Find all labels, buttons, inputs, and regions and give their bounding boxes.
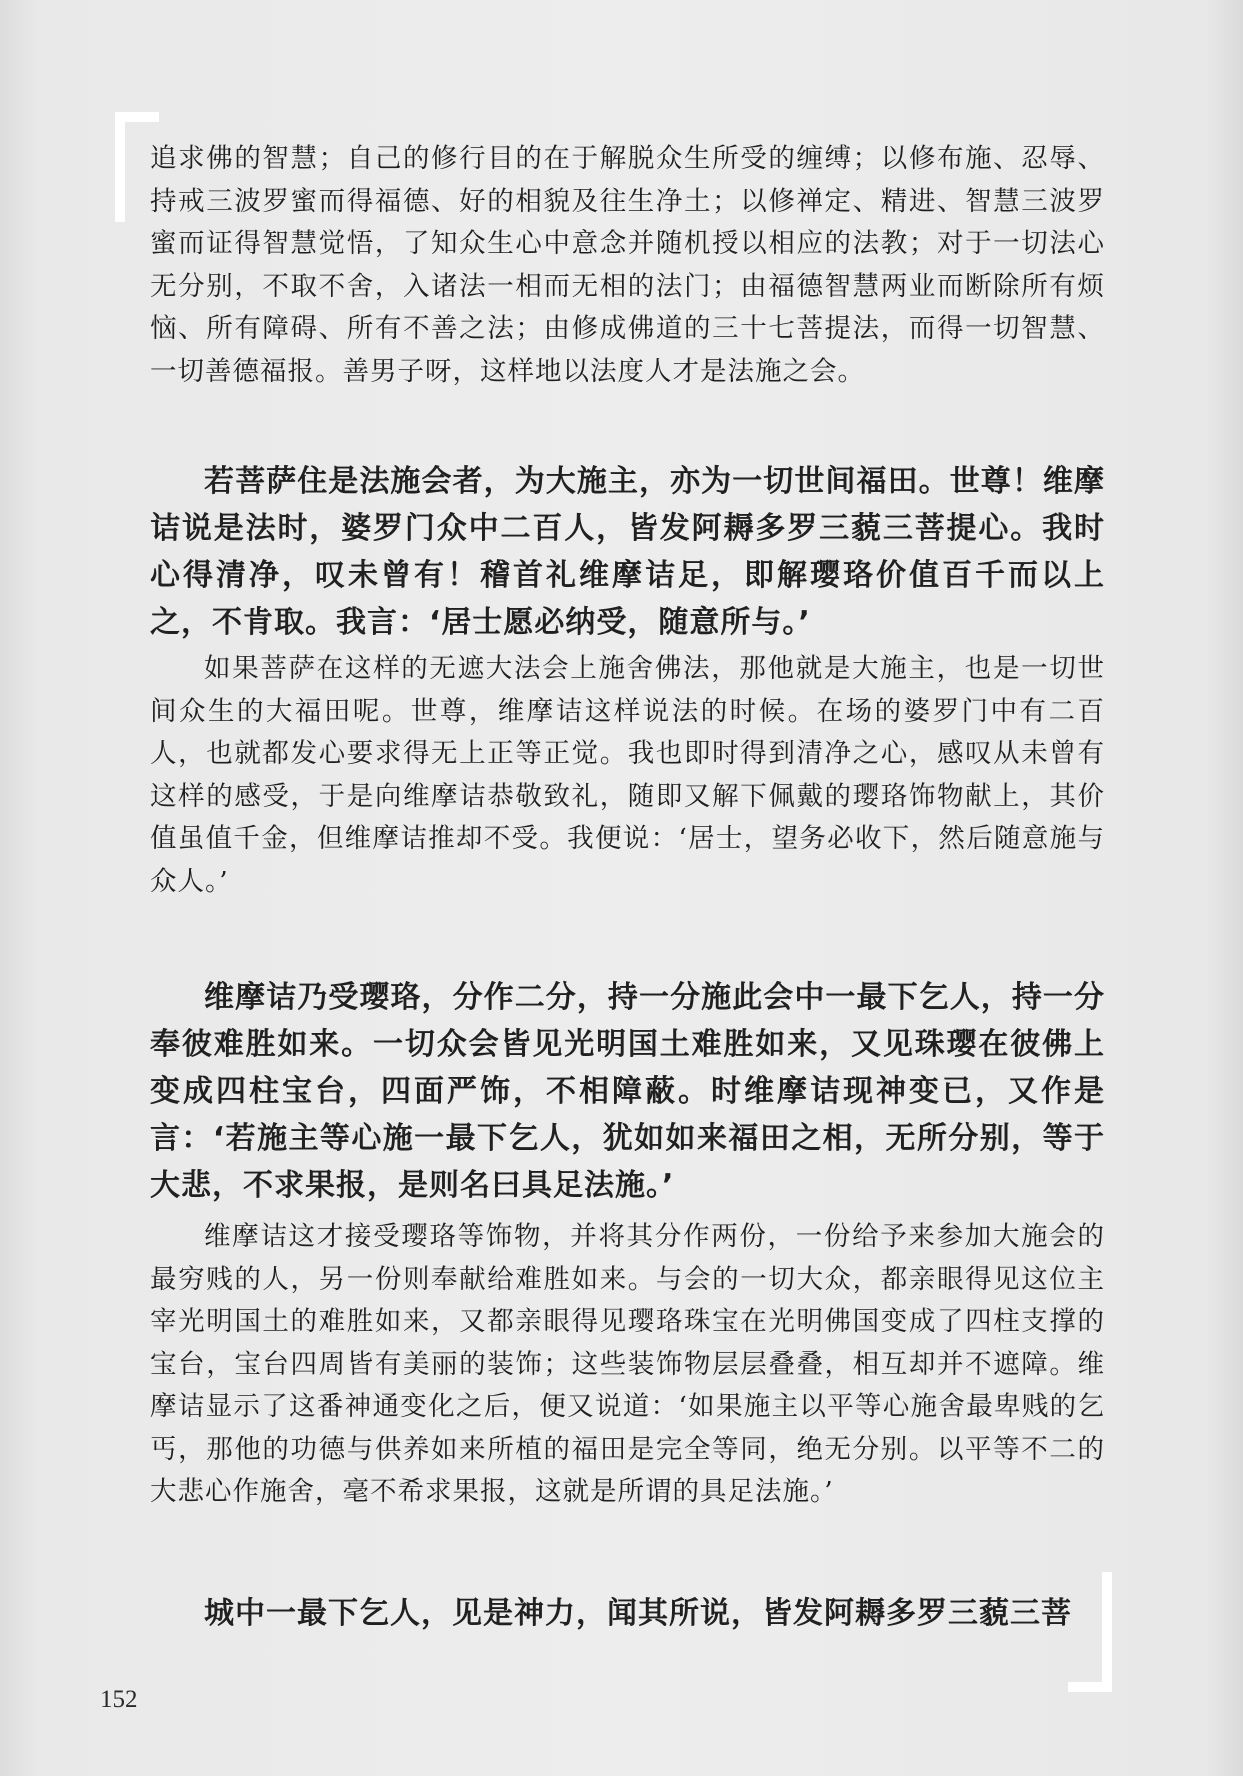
original-paragraph-2: 维摩诘乃受璎珞，分作二分，持一分施此会中一最下乞人，持一分奉彼难胜如来。一切众会皆见光明国土难胜如来，又见珠璎在彼佛上变成四柱宝台，四面严饰，不相障蔽。时维摩诘现神变已，又作是言：‘若施主等心施一最下乞人，犹如如来福田之相，无所分别，等于大悲，不求果报，是则名曰具足法施。’: [150, 980, 1105, 1203]
translation-paragraph-3: 维摩诘这才接受璎珞等饰物，并将其分作两份，一份给予来参加大施会的最穷贱的人，另一份则奉献给难胜如来。与会的一切大众，都亲眼得见这位主宰光明国土的难胜如来，又都亲眼得见璎珞珠宝在光明佛国变成了四柱支撑的宝台，宝台四周皆有美丽的装饰；这些装饰物层层叠叠，相互却并不遮障。维摩诘显示了这番神通变化之后，便又说道：‘如果施主以平等心施舍最卑贱的乞丐，那他的功德与供养如来所植的福田是完全等同，绝无分别。以平等不二的大悲心作施舍，毫不希求果报，这就是所谓的具足法施。’: [150, 1221, 1105, 1507]
original-paragraph-3: 城中一最下乞人，见是神力，闻其所说，皆发阿耨多罗三藐三菩: [204, 1596, 1072, 1631]
corner-bracket-bottom-right: [1068, 1572, 1112, 1692]
translation-paragraph-1: 追求佛的智慧；自己的修行目的在于解脱众生所受的缠缚；以修布施、忍辱、持戒三波罗蜜而得福德、好的相貌及往生净土；以修禅定、精进、智慧三波罗蜜而证得智慧觉悟，了知众生心中意念并随机授以相应的法教；对于一切法心无分别，不取不舍，入诸法一相而无相的法门；由福德智慧两业而断除所有烦恼、所有障碍、所有不善之法；由修成佛道的三十七菩提法，而得一切智慧、一切善德福报。善男子呀，这样地以法度人才是法施之会。: [150, 143, 1105, 387]
translation-paragraph-2: 如果菩萨在这样的无遮大法会上施舍佛法，那他就是大施主，也是一切世间众生的大福田呢。世尊，维摩诘这样说法的时候。在场的婆罗门中有二百人，也就都发心要求得无上正等正觉。我也即时得到清净之心，感叹从未曾有这样的感受，于是向维摩诘恭敬致礼，随即又解下佩戴的璎珞饰物献上，其价值虽值千金，但维摩诘推却不受。我便说：‘居士，望务必收下，然后随意施与众人。’: [150, 653, 1105, 897]
page-number: 152: [100, 1686, 138, 1713]
original-paragraph-1: 若菩萨住是法施会者，为大施主，亦为一切世间福田。世尊！维摩诘说是法时，婆罗门众中二百人，皆发阿耨多罗三藐三菩提心。我时心得清净，叹未曾有！稽首礼维摩诘足，即解璎珞价值百千而以上之，不肯取。我言：‘居士愿必纳受，随意所与。’: [150, 464, 1105, 640]
